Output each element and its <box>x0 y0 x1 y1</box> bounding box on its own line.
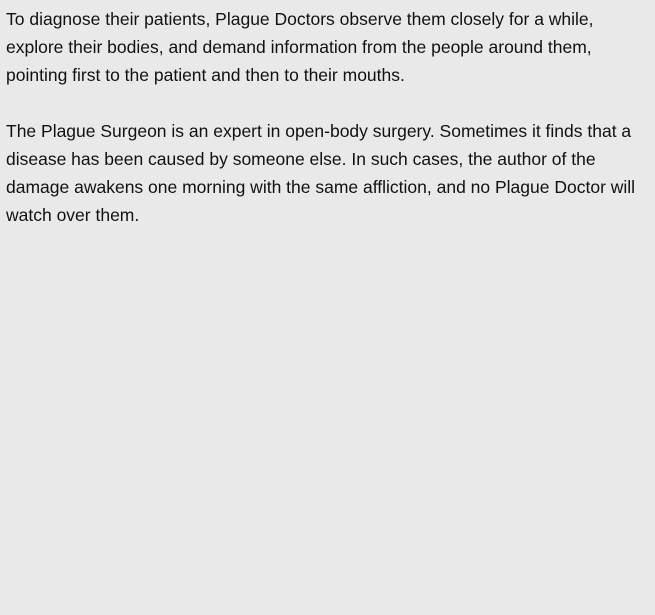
document-body <box>0 0 655 229</box>
paragraph-diagnosis: To diagnose their patients, Plague Doctors observe them closely for a while, explore their bodies, and demand information from the people around them, pointing first to the patient and then to their mouths. <box>6 9 594 85</box>
paragraph-plague-surgeon: The Plague Surgeon is an expert in open-body surgery. Sometimes it finds that a disease has been caused by someone else. In such cases, the author of the damage awakens one morning with the same affliction, and no Plague Doctor will watch over them. <box>6 121 636 225</box>
